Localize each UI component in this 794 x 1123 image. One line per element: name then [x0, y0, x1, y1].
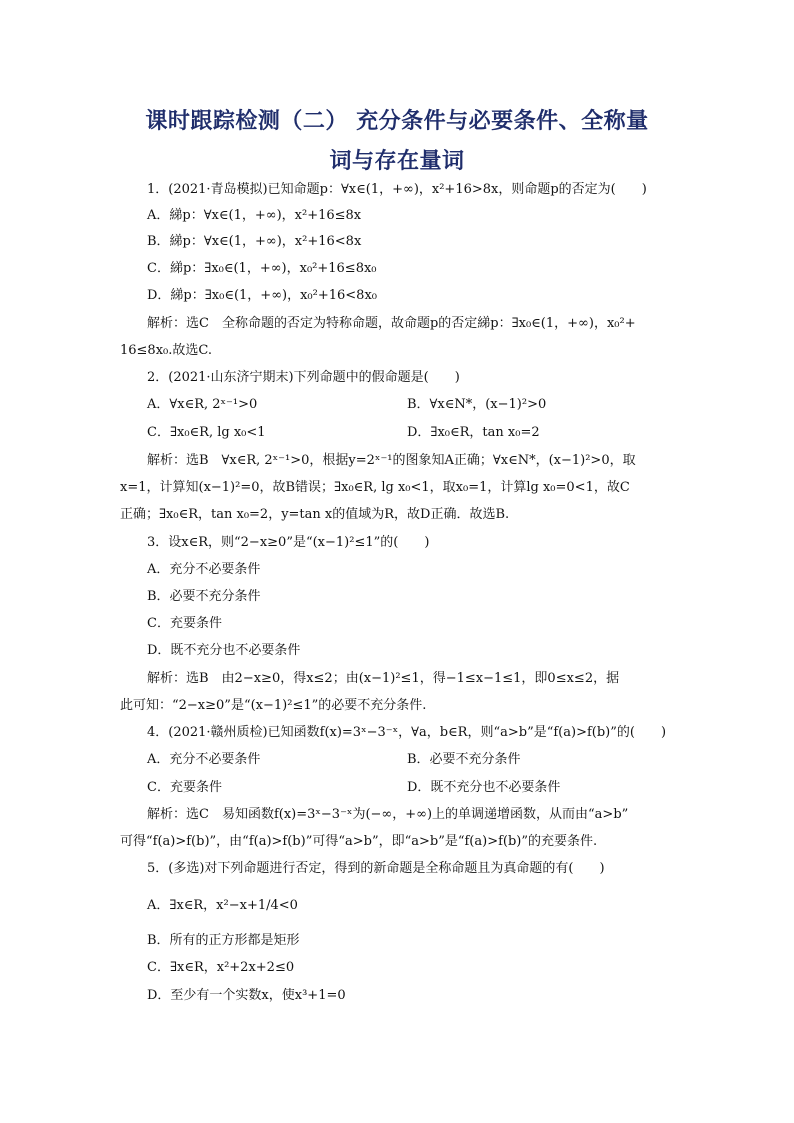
question-1-option-a: A．綈p：∀x∈(1，+∞)，x²+16≤8x — [147, 208, 362, 223]
question-5-option-b: B．所有的正方形都是矩形 — [147, 933, 300, 948]
question-3-option-d: D．既不充分也不必要条件 — [147, 643, 301, 658]
question-3-option-a: A．充分不必要条件 — [147, 562, 261, 577]
question-1-option-d: D．綈p：∃x₀∈(1，+∞)，x₀²+16<8x₀ — [147, 288, 377, 303]
question-2-solution: 解析：选B ∀x∈R, 2ˣ⁻¹>0，根据y=2ˣ⁻¹的图象知A正确；∀x∈N*，(x−1)²>0，取 — [147, 453, 636, 468]
question-1-solution-continued: 16≤8x₀.故选C. — [120, 343, 212, 358]
question-4-option-a: A．充分不必要条件 — [147, 752, 261, 767]
question-4-solution: 解析：选C 易知函数f(x)=3ˣ−3⁻ˣ为(−∞，+∞)上的单调递增函数，从而由“a>b” — [147, 807, 629, 822]
question-5-option-d: D．至少有一个实数x，使x³+1=0 — [147, 988, 346, 1003]
question-2-stem: 2．(2021·山东济宁期末)下列命题中的假命题是( ) — [147, 370, 460, 385]
question-3-solution: 解析：选B 由2−x≥0，得x≤2；由(x−1)²≤1，得−1≤x−1≤1，即0≤x≤2，据 — [147, 671, 620, 686]
question-3-option-b: B．必要不充分条件 — [147, 589, 261, 604]
question-2-solution-line-3: 正确；∃x₀∈R，tan x₀=2，y=tan x的值域为R，故D正确．故选B. — [120, 507, 510, 522]
question-2-option-d: D．∃x₀∈R，tan x₀=2 — [407, 425, 540, 440]
question-4-option-c: C．充要条件 — [147, 780, 222, 795]
page-title: 课时跟踪检测（二） 充分条件与必要条件、全称量 — [145, 109, 649, 134]
question-2-solution-line-2: x=1，计算知(x−1)²=0，故B错误；∃x₀∈R, lg x₀<1，取x₀=1，计算lg x₀=0<1，故C — [120, 480, 630, 495]
question-2-option-c: C．∃x₀∈R, lg x₀<1 — [147, 425, 266, 440]
question-4-stem: 4．(2021·赣州质检)已知函数f(x)=3ˣ−3⁻ˣ，∀a，b∈R，则“a>b”是“f(a)>f(b)”的( ) — [147, 725, 667, 740]
question-3-solution-continued: 此可知：“2−x≥0”是“(x−1)²≤1”的必要不充分条件. — [120, 698, 427, 713]
question-1-option-c: C．綈p：∃x₀∈(1，+∞)，x₀²+16≤8x₀ — [147, 261, 377, 276]
question-2-option-a: A．∀x∈R, 2ˣ⁻¹>0 — [147, 397, 258, 412]
question-5-stem: 5．(多选)对下列命题进行否定，得到的新命题是全称命题且为真命题的有( ) — [147, 861, 605, 876]
question-1-solution: 解析：选C 全称命题的否定为特称命题，故命题p的否定綈p：∃x₀∈(1，+∞)，x₀²+ — [147, 316, 636, 331]
question-4-option-d: D．既不充分也不必要条件 — [407, 780, 561, 795]
question-4-solution-continued: 可得“f(a)>f(b)”，由“f(a)>f(b)”可得“a>b”，即“a>b”是“f(a)>f(b)”的充要条件. — [120, 834, 598, 849]
question-3-stem: 3．设x∈R，则“2−x≥0”是“(x−1)²≤1”的( ) — [147, 535, 430, 550]
page-title-continued: 词与存在量词 — [329, 149, 465, 174]
question-3-option-c: C．充要条件 — [147, 616, 222, 631]
question-1-option-b: B．綈p：∀x∈(1，+∞)，x²+16<8x — [147, 234, 362, 249]
question-4-option-b: B．必要不充分条件 — [407, 752, 521, 767]
question-1-stem: 1．(2021·青岛模拟)已知命题p：∀x∈(1，+∞)，x²+16>8x，则命题p的否定为( ) — [147, 182, 647, 197]
question-5-option-a: A．∃x∈R，x²−x+1/4<0 — [147, 898, 298, 913]
question-2-option-b: B．∀x∈N*，(x−1)²>0 — [407, 397, 547, 412]
question-5-option-c: C．∃x∈R，x²+2x+2≤0 — [147, 960, 295, 975]
